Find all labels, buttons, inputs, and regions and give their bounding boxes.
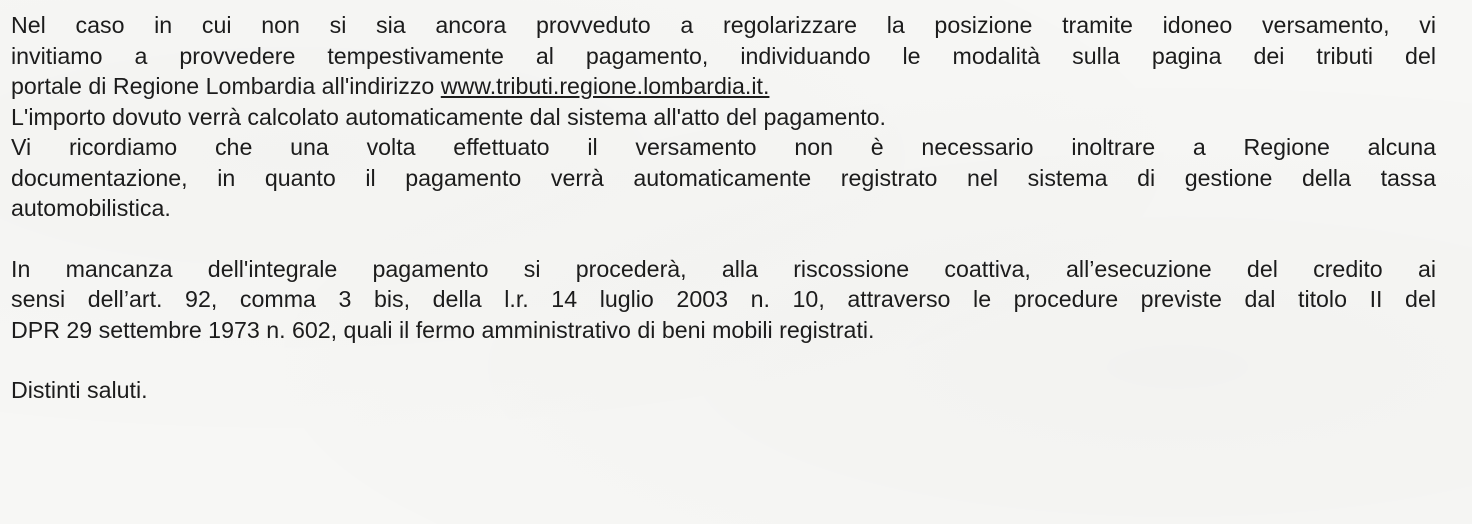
paragraph-spacer bbox=[11, 345, 1436, 375]
tributi-website-link[interactable]: www.tributi.regione.lombardia.it. bbox=[440, 73, 770, 99]
text-line-prefix: portale di Regione Lombardia all'indirizzo bbox=[11, 73, 441, 99]
text-line: sensi dell’art. 92, comma 3 bis, della l.r. 14 luglio 2003 n. 10, attraverso le procedure previste dal titolo II del bbox=[11, 286, 1436, 312]
text-line: DPR 29 settembre 1973 n. 602, quali il fermo amministrativo di beni mobili registrati. bbox=[11, 316, 875, 343]
closing-salutation: Distinti saluti. bbox=[11, 377, 148, 403]
paragraph-spacer bbox=[11, 224, 1436, 254]
text-line: Vi ricordiamo che una volta effettuato il versamento non è necessario inoltrare a Regione alcuna bbox=[11, 134, 1436, 160]
text-line: In mancanza dell'integrale pagamento si procederà, alla riscossione coattiva, all’esecuzione del credito ai bbox=[11, 255, 1436, 282]
enforcement-notice-paragraph bbox=[11, 254, 1436, 346]
payment-instructions-paragraph bbox=[11, 10, 1436, 224]
text-line bbox=[11, 71, 1436, 102]
text-line: documentazione, in quanto il pagamento verrà automaticamente registrato nel sistema di gestione della tassa bbox=[11, 164, 1436, 191]
text-line: invitiamo a provvedere tempestivamente al pagamento, individuando le modalità sulla pagina dei tributi del bbox=[11, 42, 1436, 69]
text-line: automobilistica. bbox=[11, 195, 171, 221]
text-line: Nel caso in cui non si sia ancora provveduto a regolarizzare la posizione tramite idoneo versamento, vi bbox=[11, 12, 1436, 38]
text-line: L'importo dovuto verrà calcolato automaticamente dal sistema all'atto del pagamento. bbox=[11, 103, 886, 130]
